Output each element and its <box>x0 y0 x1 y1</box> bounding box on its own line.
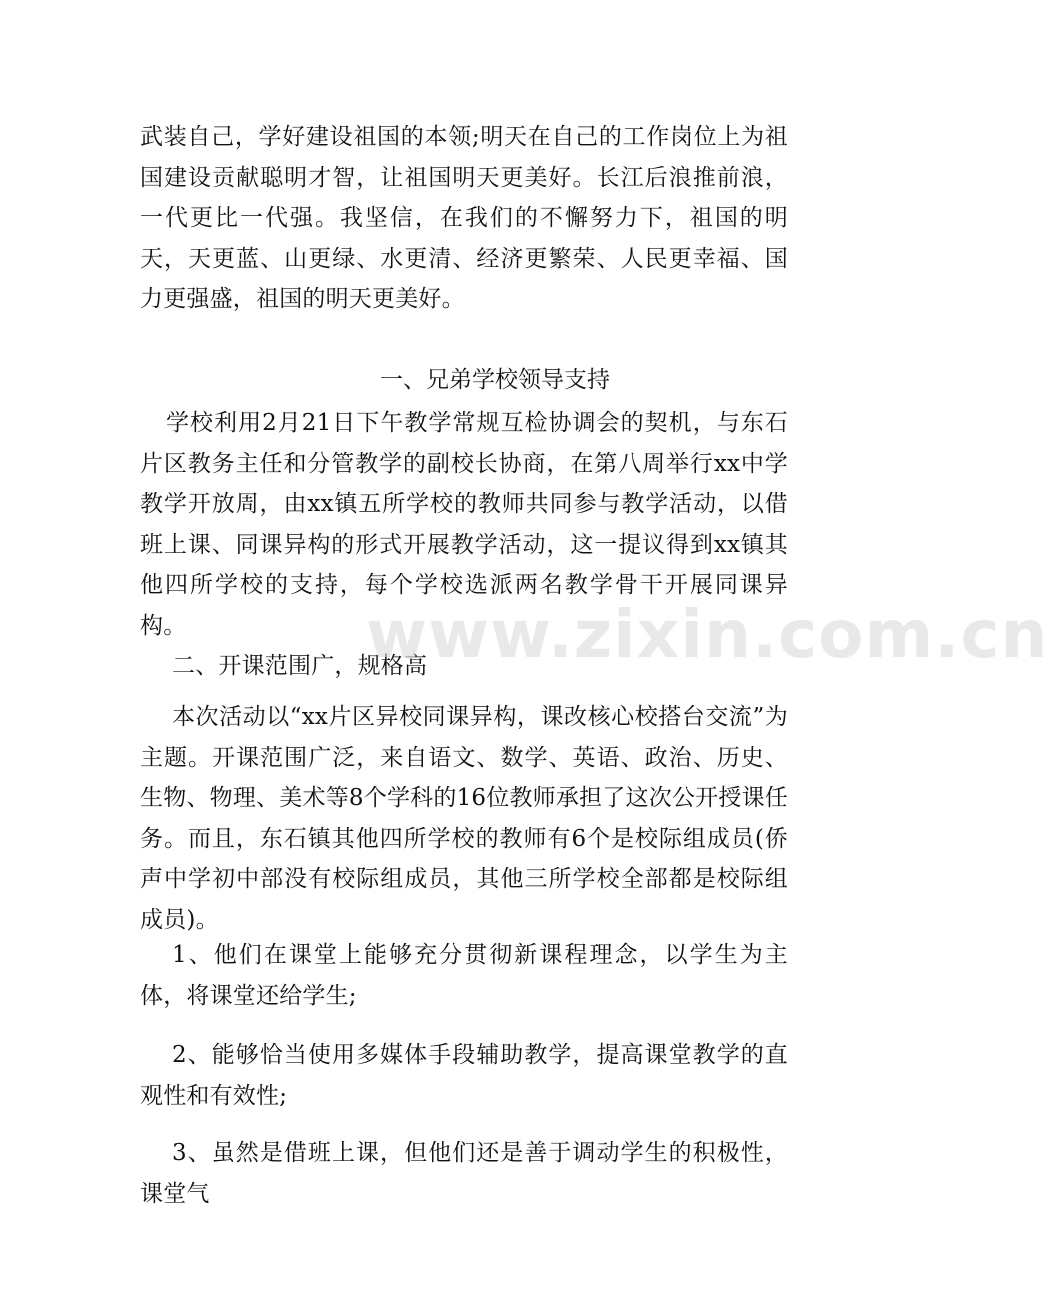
list-item-3: 3、虽然是借班上课，但他们还是善于调动学生的积极性，课堂气 <box>140 1140 788 1207</box>
section-2-paragraph: 本次活动以“xx片区异校同课异构，课改核心校搭台交流”为主题。开课范围广泛，来自语文、数学、英语、政治、历史、生物、物理、美术等8个学科的16位教师承担了这次公开授课任务。而且，东石镇其他四所学校的教师有6个是校际组成员(侨声中学初中部没有校际组成员，其他三所学校全部都是校际组成员)。 <box>140 704 788 933</box>
section-heading-2: 二、开课范围广，规格高 <box>172 653 428 679</box>
intro-paragraph: 武装自己，学好建设祖国的本领;明天在自己的工作岗位上为祖国建设贡献聪明才智，让祖国明天更美好。长江后浪推前浪，一代更比一代强。我坚信，在我们的不懈努力下，祖国的明天，天更蓝、山更绿、水更清、经济更繁荣、人民更幸福、国力更强盛，祖国的明天更美好。 <box>140 124 788 312</box>
section-heading-1: 一、兄弟学校领导支持 <box>380 367 610 393</box>
list-item-2: 2、能够恰当使用多媒体手段辅助教学，提高课堂教学的直观性和有效性; <box>140 1042 788 1109</box>
list-item-1: 1、他们在课堂上能够充分贯彻新课程理念，以学生为主体，将课堂还给学生; <box>140 942 788 1009</box>
watermark: www.zixin.com.cn <box>366 596 1048 673</box>
section-1-paragraph: 学校利用2月21日下午教学常规互检协调会的契机，与东石片区教务主任和分管教学的副校长协商，在第八周举行xx中学教学开放周，由xx镇五所学校的教师共同参与教学活动，以借班上课、同课异构的形式开展教学活动，这一提议得到xx镇其他四所学校的支持，每个学校选派两名教学骨干开展同课异构。 <box>140 410 788 639</box>
